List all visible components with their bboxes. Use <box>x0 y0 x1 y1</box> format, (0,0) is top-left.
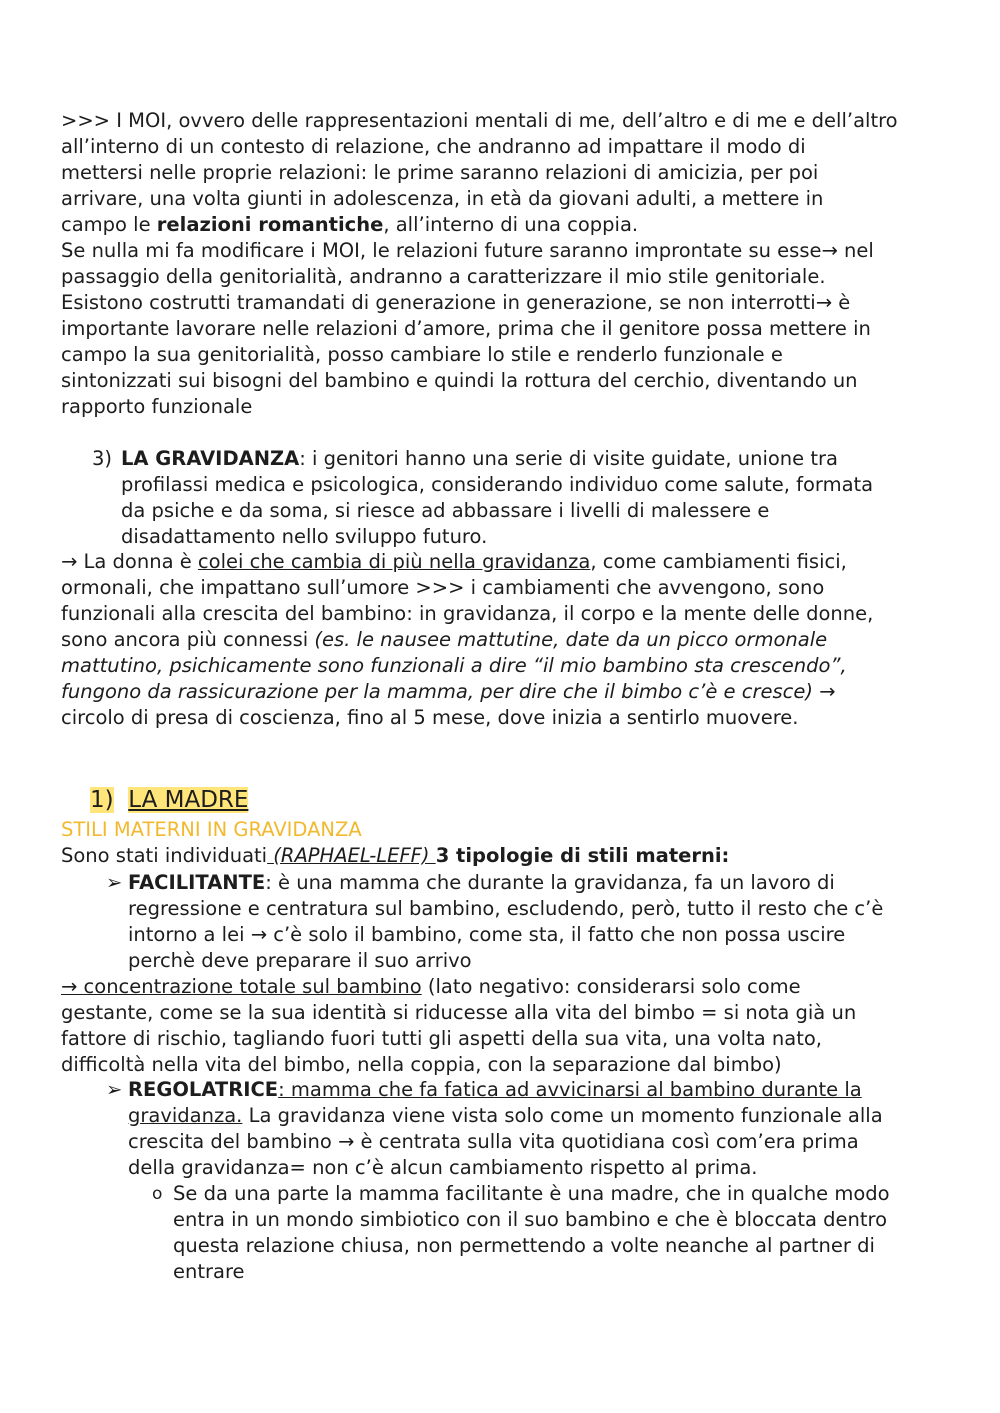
text-line <box>61 549 961 575</box>
text-line: entrare <box>173 1260 245 1283</box>
text-line: questa relazione chiusa, non permettendo a volte neanche al partner di <box>173 1234 875 1257</box>
text-line: sintonizzati sui bisogni del bambino e quindi la rottura del cerchio, diventando un <box>61 369 858 392</box>
text-run: , come cambiamenti fisici, <box>590 550 847 573</box>
text-line <box>61 627 961 653</box>
text-line: funzionali alla crescita del bambino: in gravidanza, il corpo e la mente delle donne, <box>61 602 874 625</box>
text-line: circolo di presa di coscienza, fino al 5 mese, dove inizia a sentirlo muovere. <box>61 706 799 729</box>
paragraph-donna <box>61 549 961 731</box>
text-line <box>61 843 961 869</box>
bullet-body <box>128 870 968 974</box>
text-run: → <box>812 680 836 703</box>
text-run: campo le <box>61 213 157 236</box>
text-run: → La donna è <box>61 550 198 573</box>
item-number: 3) <box>92 447 113 470</box>
text-line: perchè deve preparare il suo arrivo <box>128 949 472 972</box>
text-line: intorno a lei → c’è solo il bambino, come sta, il fatto che non possa uscire <box>128 923 846 946</box>
arrow-bullet-icon: ➢ <box>106 871 123 894</box>
text-line: disadattamento nello sviluppo futuro. <box>121 525 488 548</box>
section-heading <box>90 786 248 814</box>
text-line: Se da una parte la mamma facilitante è una madre, che in qualche modo <box>173 1182 890 1205</box>
heading-title: LA MADRE <box>128 787 249 813</box>
text-line: rapporto funzionale <box>61 395 253 418</box>
sub-bullet-body <box>173 1181 963 1285</box>
bold-term: 3 tipologie di stili materni: <box>435 844 730 867</box>
text-line: ormonali, che impattano sull’umore >>> i cambiamenti che avvengono, sono <box>61 576 825 599</box>
text-line <box>121 446 961 472</box>
italic-text: fungono da rassicurazione per la mamma, per dire che il bimbo c’è e cresce) <box>61 680 813 703</box>
italic-text: (es. le nausee mattutine, date da un picco ormonale <box>314 628 828 651</box>
text-line <box>61 212 961 238</box>
citation: (RAPHAEL-LEFF) <box>267 844 436 867</box>
text-line: mettersi nelle proprie relazioni: le prime saranno relazioni di amicizia, per poi <box>61 161 819 184</box>
text-line <box>128 1077 968 1103</box>
text-line <box>61 679 961 705</box>
text-run: , all’interno di una coppia. <box>383 213 639 236</box>
text-run: sono ancora più connessi <box>61 628 315 651</box>
underlined-text: colei che cambia di più nella gravidanza <box>197 550 591 573</box>
text-line: profilassi medica e psicologica, considerando individuo come salute, formata <box>121 473 874 496</box>
arrow-bullet-icon: ➢ <box>106 1078 123 1101</box>
section-subtitle: STILI MATERNI IN GRAVIDANZA <box>61 818 362 841</box>
text-line <box>128 1103 968 1129</box>
text-line: arrivare, una volta giunti in adolescenza, in età da giovani adulti, a mettere in <box>61 187 824 210</box>
bullet-title: REGOLATRICE <box>128 1078 279 1101</box>
text-run: Sono stati individuati <box>61 844 268 867</box>
text-line <box>128 870 968 896</box>
text-line <box>61 974 961 1000</box>
bullet-body <box>128 1077 968 1181</box>
text-line: difficoltà nella vita del bimbo, nella coppia, con la separazione dal bimbo) <box>61 1053 782 1076</box>
paragraph-genitorialita <box>61 238 961 420</box>
text-line: crescita del bambino → è centrata sulla vita quotidiana così com’era prima <box>128 1130 859 1153</box>
text-line: fattore di rischio, tagliando fuori tutti gli aspetti della sua vita, una volta nato, <box>61 1027 822 1050</box>
bullet-title: FACILITANTE <box>128 871 266 894</box>
text-run: (lato negativo: considerarsi solo come <box>421 975 801 998</box>
circle-bullet-icon: o <box>152 1184 163 1204</box>
item-body <box>121 446 961 550</box>
underlined-text: → concentrazione totale sul bambino <box>61 975 422 998</box>
text-run: La gravidanza viene vista solo come un momento funzionale alla <box>242 1104 883 1127</box>
text-line: passaggio della genitorialità, andranno a caratterizzare il mio stile genitoriale. <box>61 265 826 288</box>
text-line: entra in un mondo simbiotico con il suo bambino e che è bloccata dentro <box>173 1208 888 1231</box>
paragraph-tipologie <box>61 843 961 869</box>
text-line: della gravidanza= non c’è alcun cambiamento rispetto al prima. <box>128 1156 758 1179</box>
text-line: regressione e centratura sul bambino, escludendo, però, tutto il resto che c’è <box>128 897 884 920</box>
text-run: : i genitori hanno una serie di visite guidate, unione tra <box>299 447 838 470</box>
text-line: gestante, come se la sua identità si riducesse alla vita del bimbo = si nota già un <box>61 1001 857 1024</box>
text-line: da psiche e da soma, si riesce ad abbassare i livelli di malessere e <box>121 499 770 522</box>
text-line: >>> I MOI, ovvero delle rappresentazioni mentali di me, dell’altro e di me e dell’altro <box>61 109 898 132</box>
paragraph-concentrazione <box>61 974 961 1078</box>
text-line: importante lavorare nelle relazioni d’amore, prima che il genitore possa mettere in <box>61 317 871 340</box>
text-run: : è una mamma che durante la gravidanza, fa un lavoro di <box>265 871 835 894</box>
heading-number: 1) <box>90 787 114 813</box>
text-line: all’interno di un contesto di relazione, che andranno ad impattare il modo di <box>61 135 806 158</box>
italic-line: mattutino, psichicamente sono funzionali a dire “il mio bambino sta crescendo”, <box>61 654 847 677</box>
text-line: Esistono costrutti tramandati di generazione in generazione, se non interrotti→ è <box>61 291 851 314</box>
text-line: campo la sua genitorialità, posso cambiare lo stile e renderlo funzionale e <box>61 343 783 366</box>
item-title: LA GRAVIDANZA <box>121 447 300 470</box>
bold-term: relazioni romantiche <box>156 213 384 236</box>
underlined-text: : mamma che fa fatica ad avvicinarsi al bambino durante la <box>278 1078 862 1101</box>
paragraph-moi <box>61 108 961 238</box>
text-line: Se nulla mi fa modificare i MOI, le relazioni future saranno improntate su esse→ nel <box>61 239 874 262</box>
underlined-text: gravidanza. <box>128 1104 243 1127</box>
